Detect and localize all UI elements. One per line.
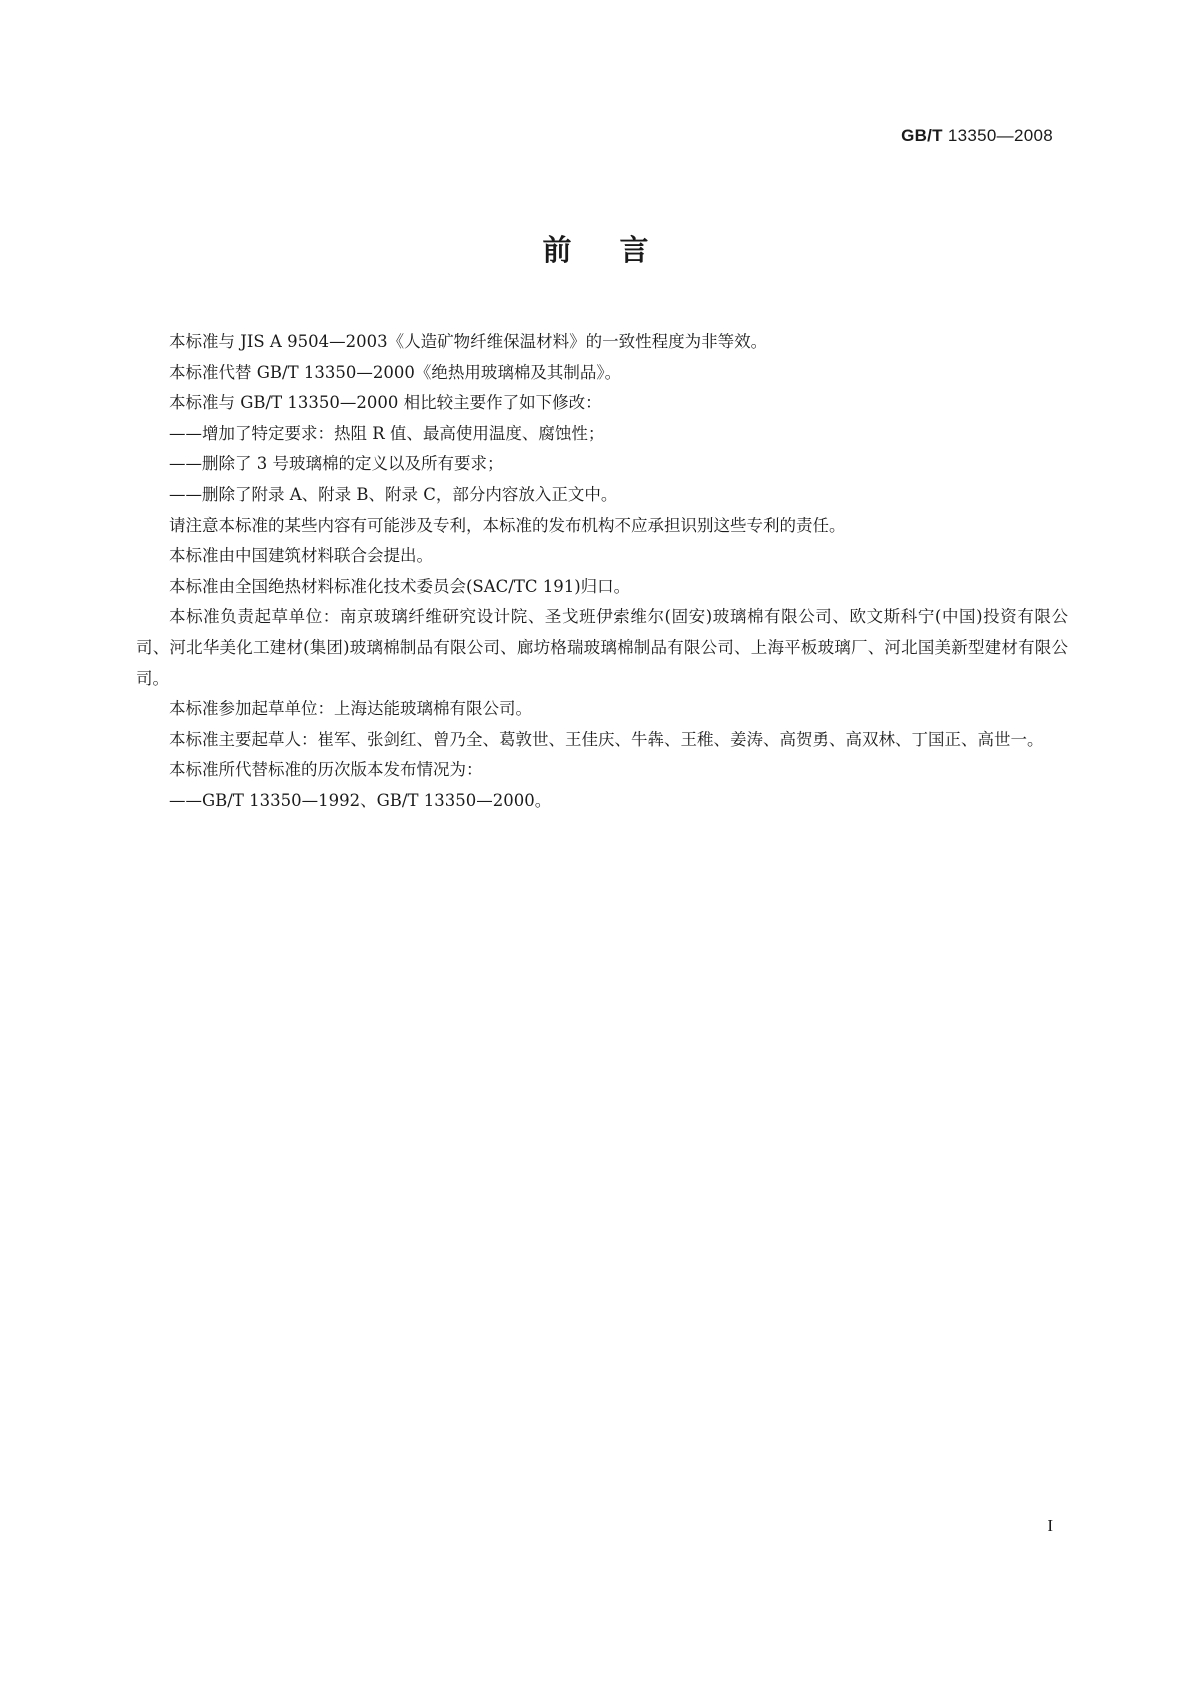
list-item-change: ——删除了附录 A、附录 B、附录 C，部分内容放入正文中。 xyxy=(169,484,618,504)
page-title: 前言 xyxy=(542,233,697,267)
paragraph-main-drafters: 本标准主要起草人：崔军、张剑红、曾乃全、葛敦世、王佳庆、牛犇、王稚、姜涛、高贺勇、高双林、丁国正、高世一。 xyxy=(169,729,1044,749)
standard-code-prefix: GB/T xyxy=(901,126,943,145)
paragraph-consistency: 本标准与 JIS A 9504—2003《人造矿物纤维保温材料》的一致性程度为非等效。 xyxy=(169,332,768,351)
list-item-change: ——增加了特定要求：热阻 R 值、最高使用温度、腐蚀性； xyxy=(169,423,605,443)
list-item-history: ——GB/T 13350—1992、GB/T 13350—2000。 xyxy=(169,790,552,810)
standard-code-number: 13350—2008 xyxy=(947,126,1053,145)
list-item-change: ——删除了 3 号玻璃棉的定义以及所有要求； xyxy=(169,454,504,474)
paragraph-participating-units: 本标准参加起草单位：上海达能玻璃棉有限公司。 xyxy=(169,699,532,719)
foreword-body xyxy=(136,327,1068,817)
paragraph-drafting-units: 本标准负责起草单位：南京玻璃纤维研究设计院、圣戈班伊索维尔(固安)玻璃棉有限公司、欧文斯科宁(中国)投资有限公司、河北华美化工建材(集团)玻璃棉制品有限公司、廊坊格瑞玻璃棉制品有限公司、上海平板玻璃厂、河北国美新型建材有限公司。 xyxy=(136,607,1068,688)
paragraph-centralized-by: 本标准由全国绝热材料标准化技术委员会(SAC/TC 191)归口。 xyxy=(169,576,631,596)
paragraph-changes-intro: 本标准与 GB/T 13350—2000 相比较主要作了如下修改： xyxy=(169,393,602,413)
paragraph-replaces: 本标准代替 GB/T 13350—2000《绝热用玻璃棉及其制品》。 xyxy=(169,362,622,382)
page-number: I xyxy=(1047,1516,1053,1535)
paragraph-proposed-by: 本标准由中国建筑材料联合会提出。 xyxy=(169,546,433,566)
paragraph-patent-notice: 请注意本标准的某些内容有可能涉及专利，本标准的发布机构不应承担识别这些专利的责任。 xyxy=(169,515,846,535)
standard-code-header xyxy=(901,126,1053,146)
paragraph-history-intro: 本标准所代替标准的历次版本发布情况为： xyxy=(169,760,483,780)
